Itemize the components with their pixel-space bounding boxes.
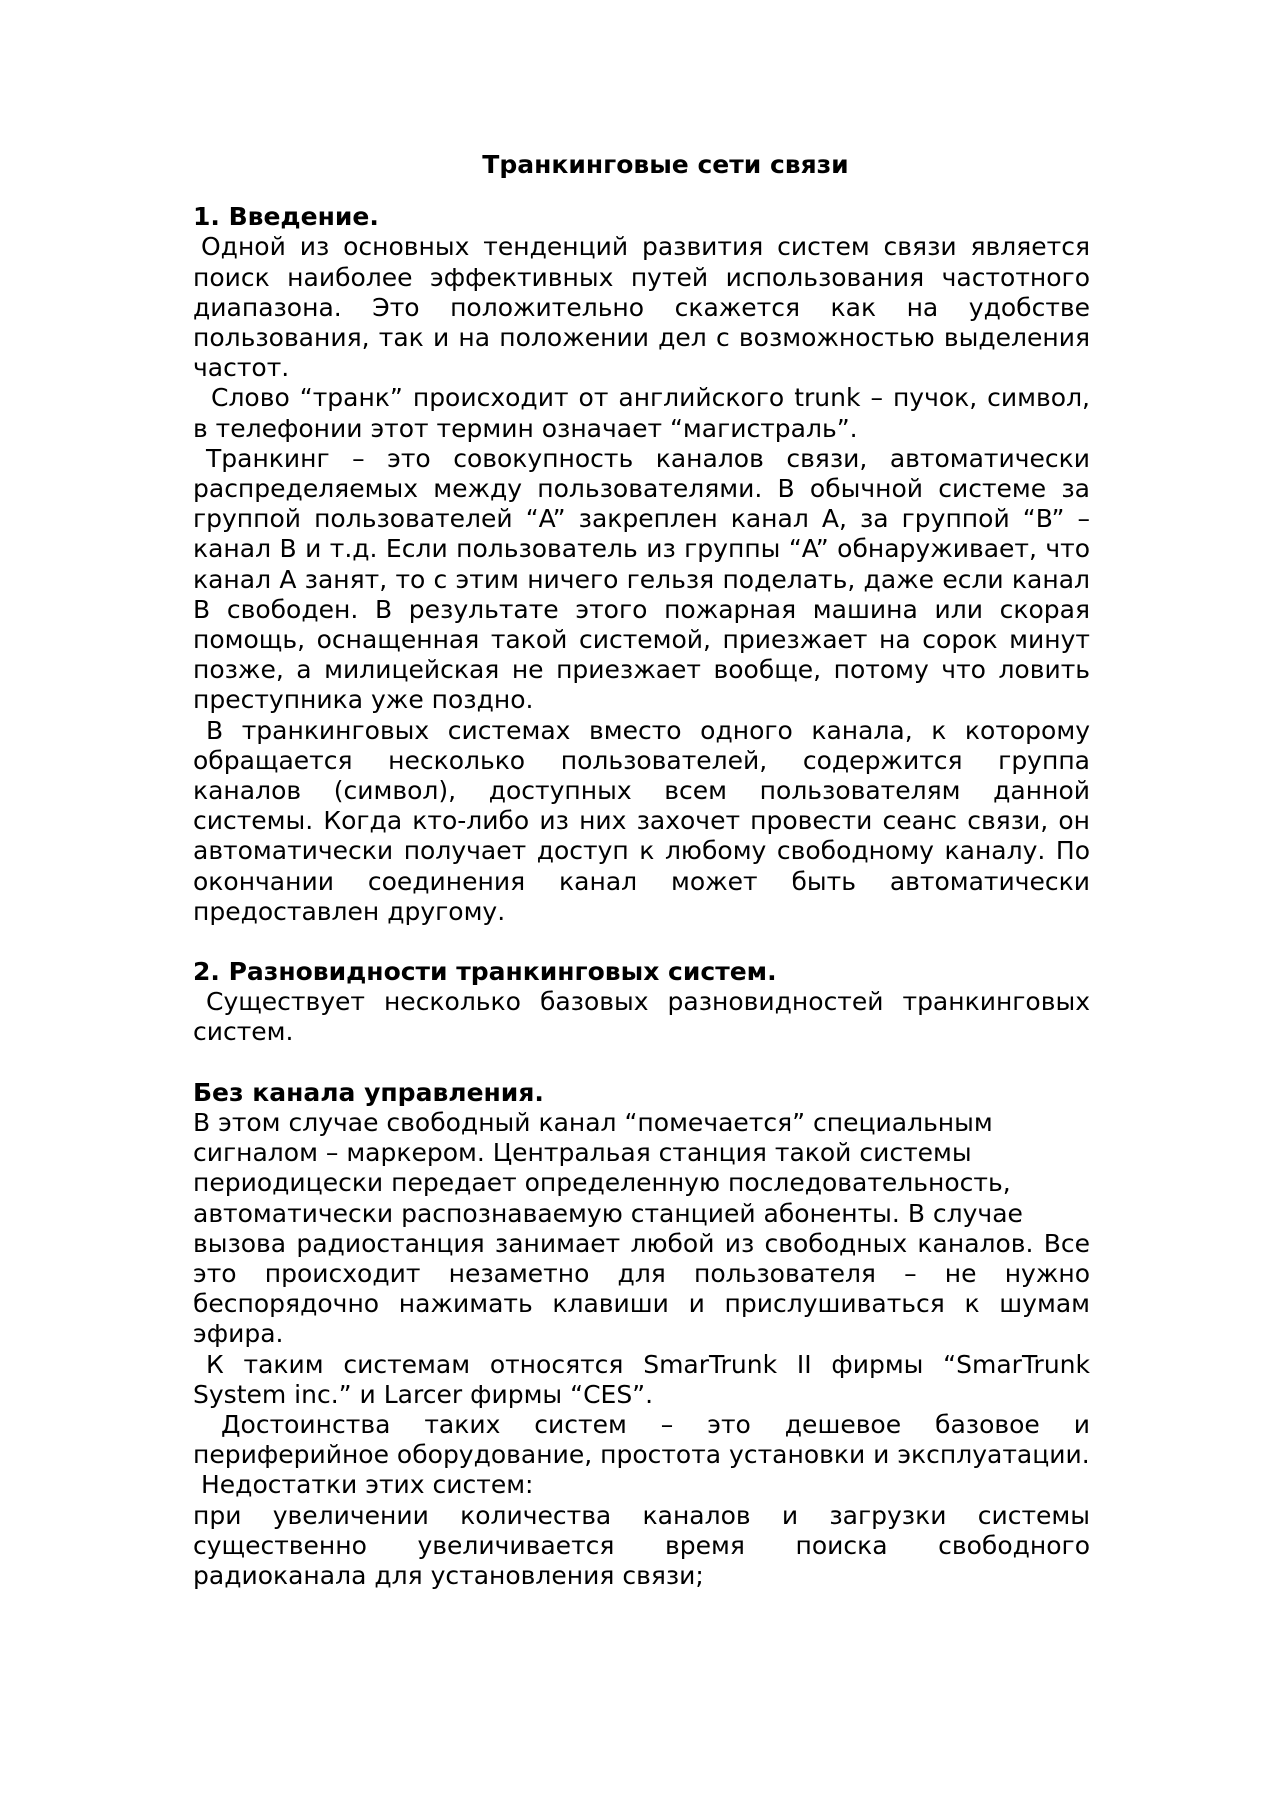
paragraph: Недостатки этих систем: [201, 1470, 534, 1500]
paragraph: Существует несколько базовых разновидностей транкинговых систем. [193, 987, 1090, 1047]
document-page [193, 150, 1090, 1591]
section-gap [193, 1048, 1090, 1078]
paragraph: Одной из основных тенденций развития систем связи является поиск наиболее эффективных путей использования частотного диапазона. Это положительно скажется как на удобстве пользования, так и на положении дел с возможностью выделения частот. [193, 232, 1090, 383]
paragraph: К таким системам относятся SmarTrunk II фирмы “SmarTrunk System inc.” и Larcer фирмы “CES”. [193, 1349, 1090, 1409]
paragraph: вызова радиостанция занимает любой из свободных каналов. Все это происходит незаметно для пользователя – не нужно беспорядочно нажимать клавиши и прислушиваться к шумам эфира. [193, 1228, 1090, 1349]
section-heading-introduction: 1. Введение. [193, 202, 379, 232]
section-gap [193, 927, 1090, 957]
paragraph: Слово “транк” происходит от английского trunk – пучок, символ, в телефонии этот термин означает “магистраль”. [193, 383, 1090, 443]
paragraph: Транкинг – это совокупность каналов связи, автоматически распределяемых между пользователями. В обычной системе за группой пользователей “A” закреплен канал A, за группой “B” – канал B и т.д. Если пользователь из группы “A” обнаруживает, что канал A занят, то с этим ничего гельзя поделать, даже если канал B свободен. В результате этого пожарная машина или скорая помощь, оснащенная такой системой, приезжает на сорок минут позже, а милицейская не приезжает вообще, потому что ловить преступника уже поздно. [193, 443, 1090, 715]
paragraph: В транкинговых системах вместо одного канала, к которому обращается несколько пользователей, содержится группа каналов (символ), доступных всем пользователям данной системы. Когда кто-либо из них захочет провести сеанс связи, он автоматически получает доступ к любому свободному каналу. По окончании соединения канал может быть автоматически предоставлен другому. [193, 715, 1090, 926]
document-title: Транкинговые сети связи [482, 150, 849, 179]
section-heading-no-control-channel: Без канала управления. [193, 1077, 544, 1107]
paragraph: В этом случае свободный канал “помечается” специальным сигналом – маркером. Центральая станция такой системы периодицески передает определенную последовательность, автоматически распознаваемую станцией абоненты. В случае [193, 1107, 1023, 1228]
paragraph: Достоинства таких систем – это дешевое базовое и периферийное оборудование, простота установки и эксплуатации. [193, 1409, 1090, 1470]
paragraph: при увеличении количества каналов и загрузки системы существенно увеличивается время поиска свободного радиоканала для установления связи; [193, 1500, 1090, 1590]
section-heading-trunking-types: 2. Разновидности транкинговых систем. [193, 957, 777, 987]
